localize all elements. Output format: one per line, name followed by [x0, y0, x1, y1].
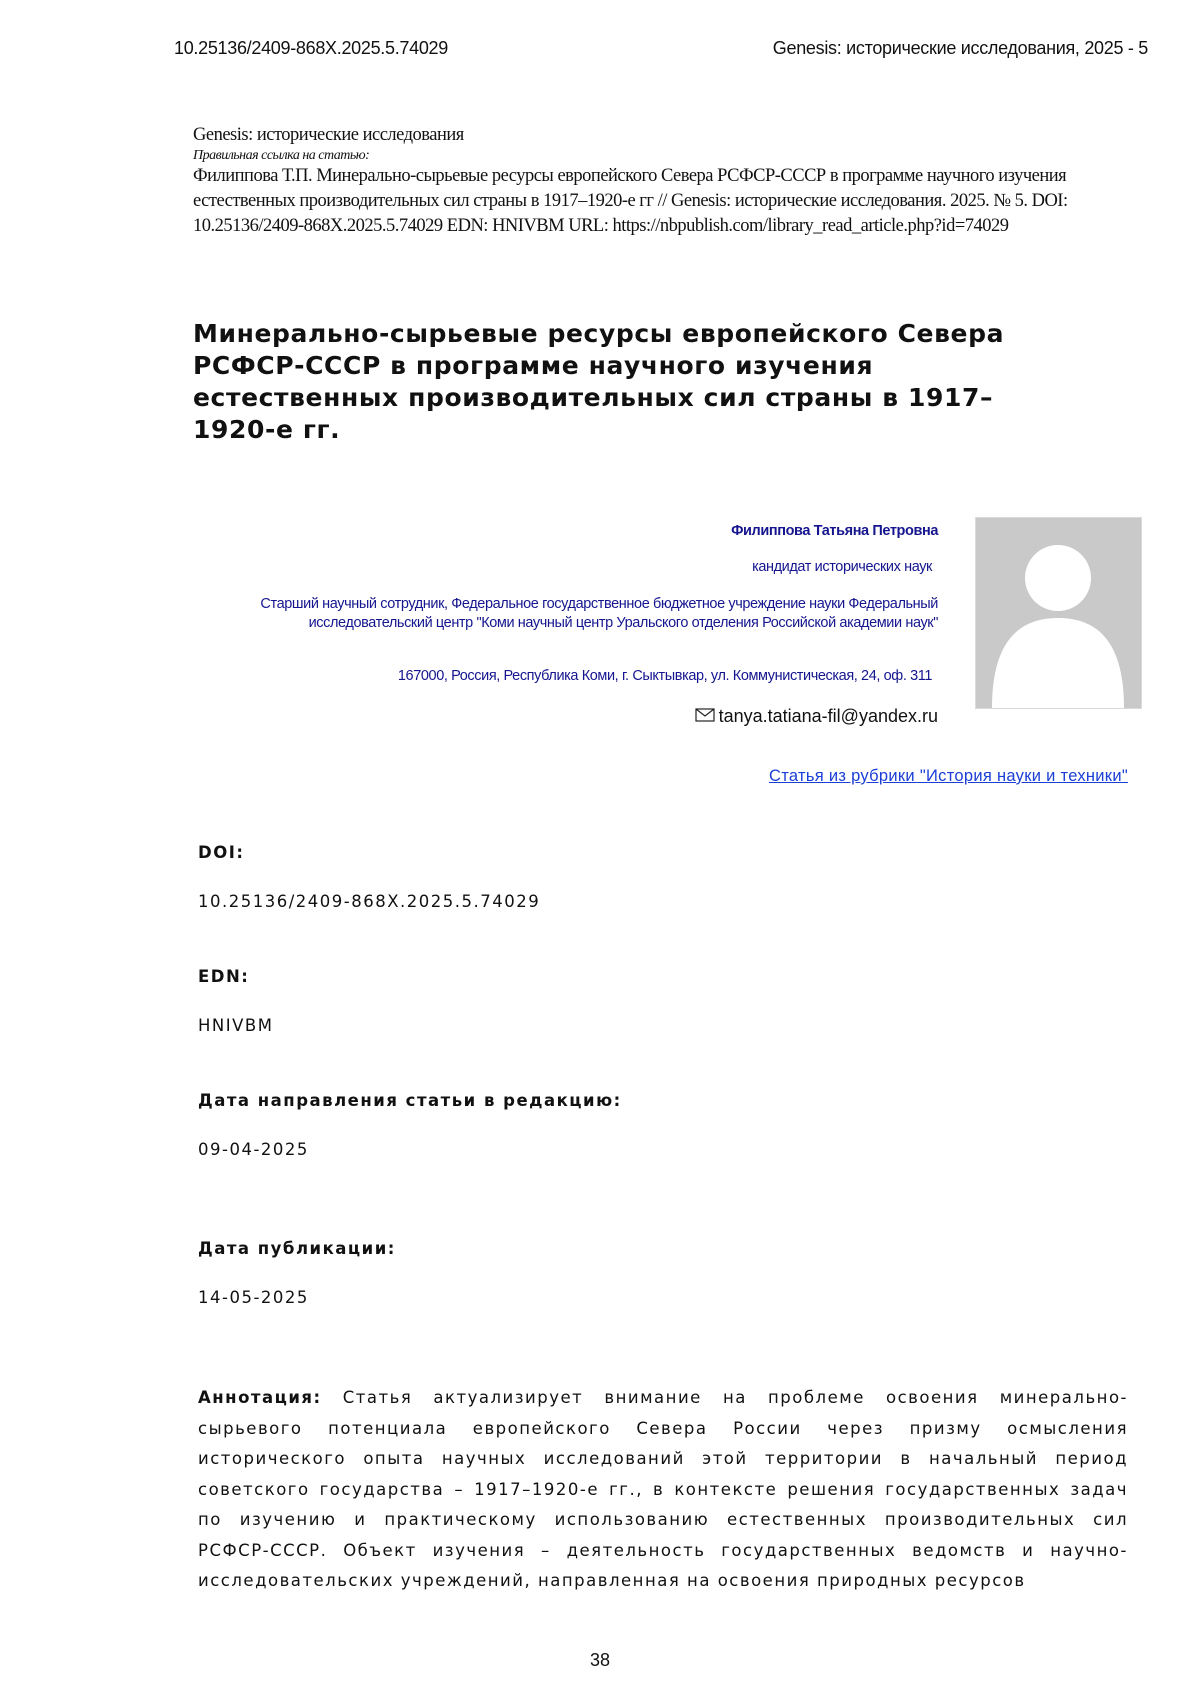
abstract-text: Статья актуализирует внимание на проблеме освоения минерально-сырьевого потенциала европейского Севера России через призму осмысления исторического опыта научных исследований этой территории в начальный период советского государства – 1917–1920-е гг., в контексте решения государственных задач по изучению и практическому использованию естественных производительных сил РСФСР-СССР. Объект изучения – деятельность государственных ведомств и научно-исследовательских учреждений, направленная на освоения природных ресурсов: [198, 1388, 1128, 1590]
envelope-icon: [695, 706, 715, 727]
citation-block: [193, 123, 1123, 239]
running-header-journal: Genesis: исторические исследования, 2025 - 5: [773, 38, 1148, 59]
citation-text: Филиппова Т.П. Минерально-сырьевые ресурсы европейского Севера РСФСР-СССР в программе научного изучения естественных производительных сил страны в 1917–1920-е гг // Genesis: исторические исследования. 2025. № 5. DOI: 10.25136/2409-868X.2025.5.74029 EDN: HNIVBM URL: https://nbpublish.com/library_read_article.php?id=74029: [193, 164, 1123, 239]
publication-date-value: 14-05-2025: [198, 1288, 309, 1307]
author-address: 167000, Россия, Республика Коми, г. Сыктывкар, ул. Коммунистическая, 24, оф. 311: [398, 667, 932, 686]
doi-label: DOI:: [198, 843, 244, 862]
citation-label: Правильная ссылка на статью:: [193, 148, 1123, 164]
author-affiliation: Старший научный сотрудник, Федеральное государственное бюджетное учреждение науки Федеральный исследовательский центр "Коми научный центр Уральского отделения Российской академии наук": [238, 595, 938, 633]
edn-value: HNIVBM: [198, 1016, 273, 1035]
submission-date-value: 09-04-2025: [198, 1140, 309, 1159]
author-name: Филиппова Татьяна Петровна: [731, 522, 938, 541]
submission-date-label: Дата направления статьи в редакцию:: [198, 1091, 622, 1110]
author-degree: кандидат исторических наук: [752, 558, 932, 577]
avatar-placeholder-icon: [975, 517, 1142, 709]
abstract: [198, 1383, 1128, 1597]
doi-value: 10.25136/2409-868X.2025.5.74029: [198, 892, 540, 911]
article-title: Минерально-сырьевые ресурсы европейского Севера РСФСР-СССР в программе научного изучения естественных производительных сил страны в 1917–1920-е гг.: [193, 318, 1073, 446]
citation-journal: Genesis: исторические исследования: [193, 123, 1123, 148]
edn-label: EDN:: [198, 967, 249, 986]
running-header-doi: 10.25136/2409-868X.2025.5.74029: [174, 38, 448, 59]
publication-date-label: Дата публикации:: [198, 1239, 396, 1258]
abstract-label: Аннотация:: [198, 1388, 322, 1407]
author-email[interactable]: [695, 706, 938, 727]
page-number: 38: [0, 1650, 1200, 1671]
author-email-text[interactable]: tanya.tatiana-fil@yandex.ru: [719, 706, 938, 727]
rubric-link[interactable]: Статья из рубрики "История науки и техники": [769, 767, 1128, 786]
